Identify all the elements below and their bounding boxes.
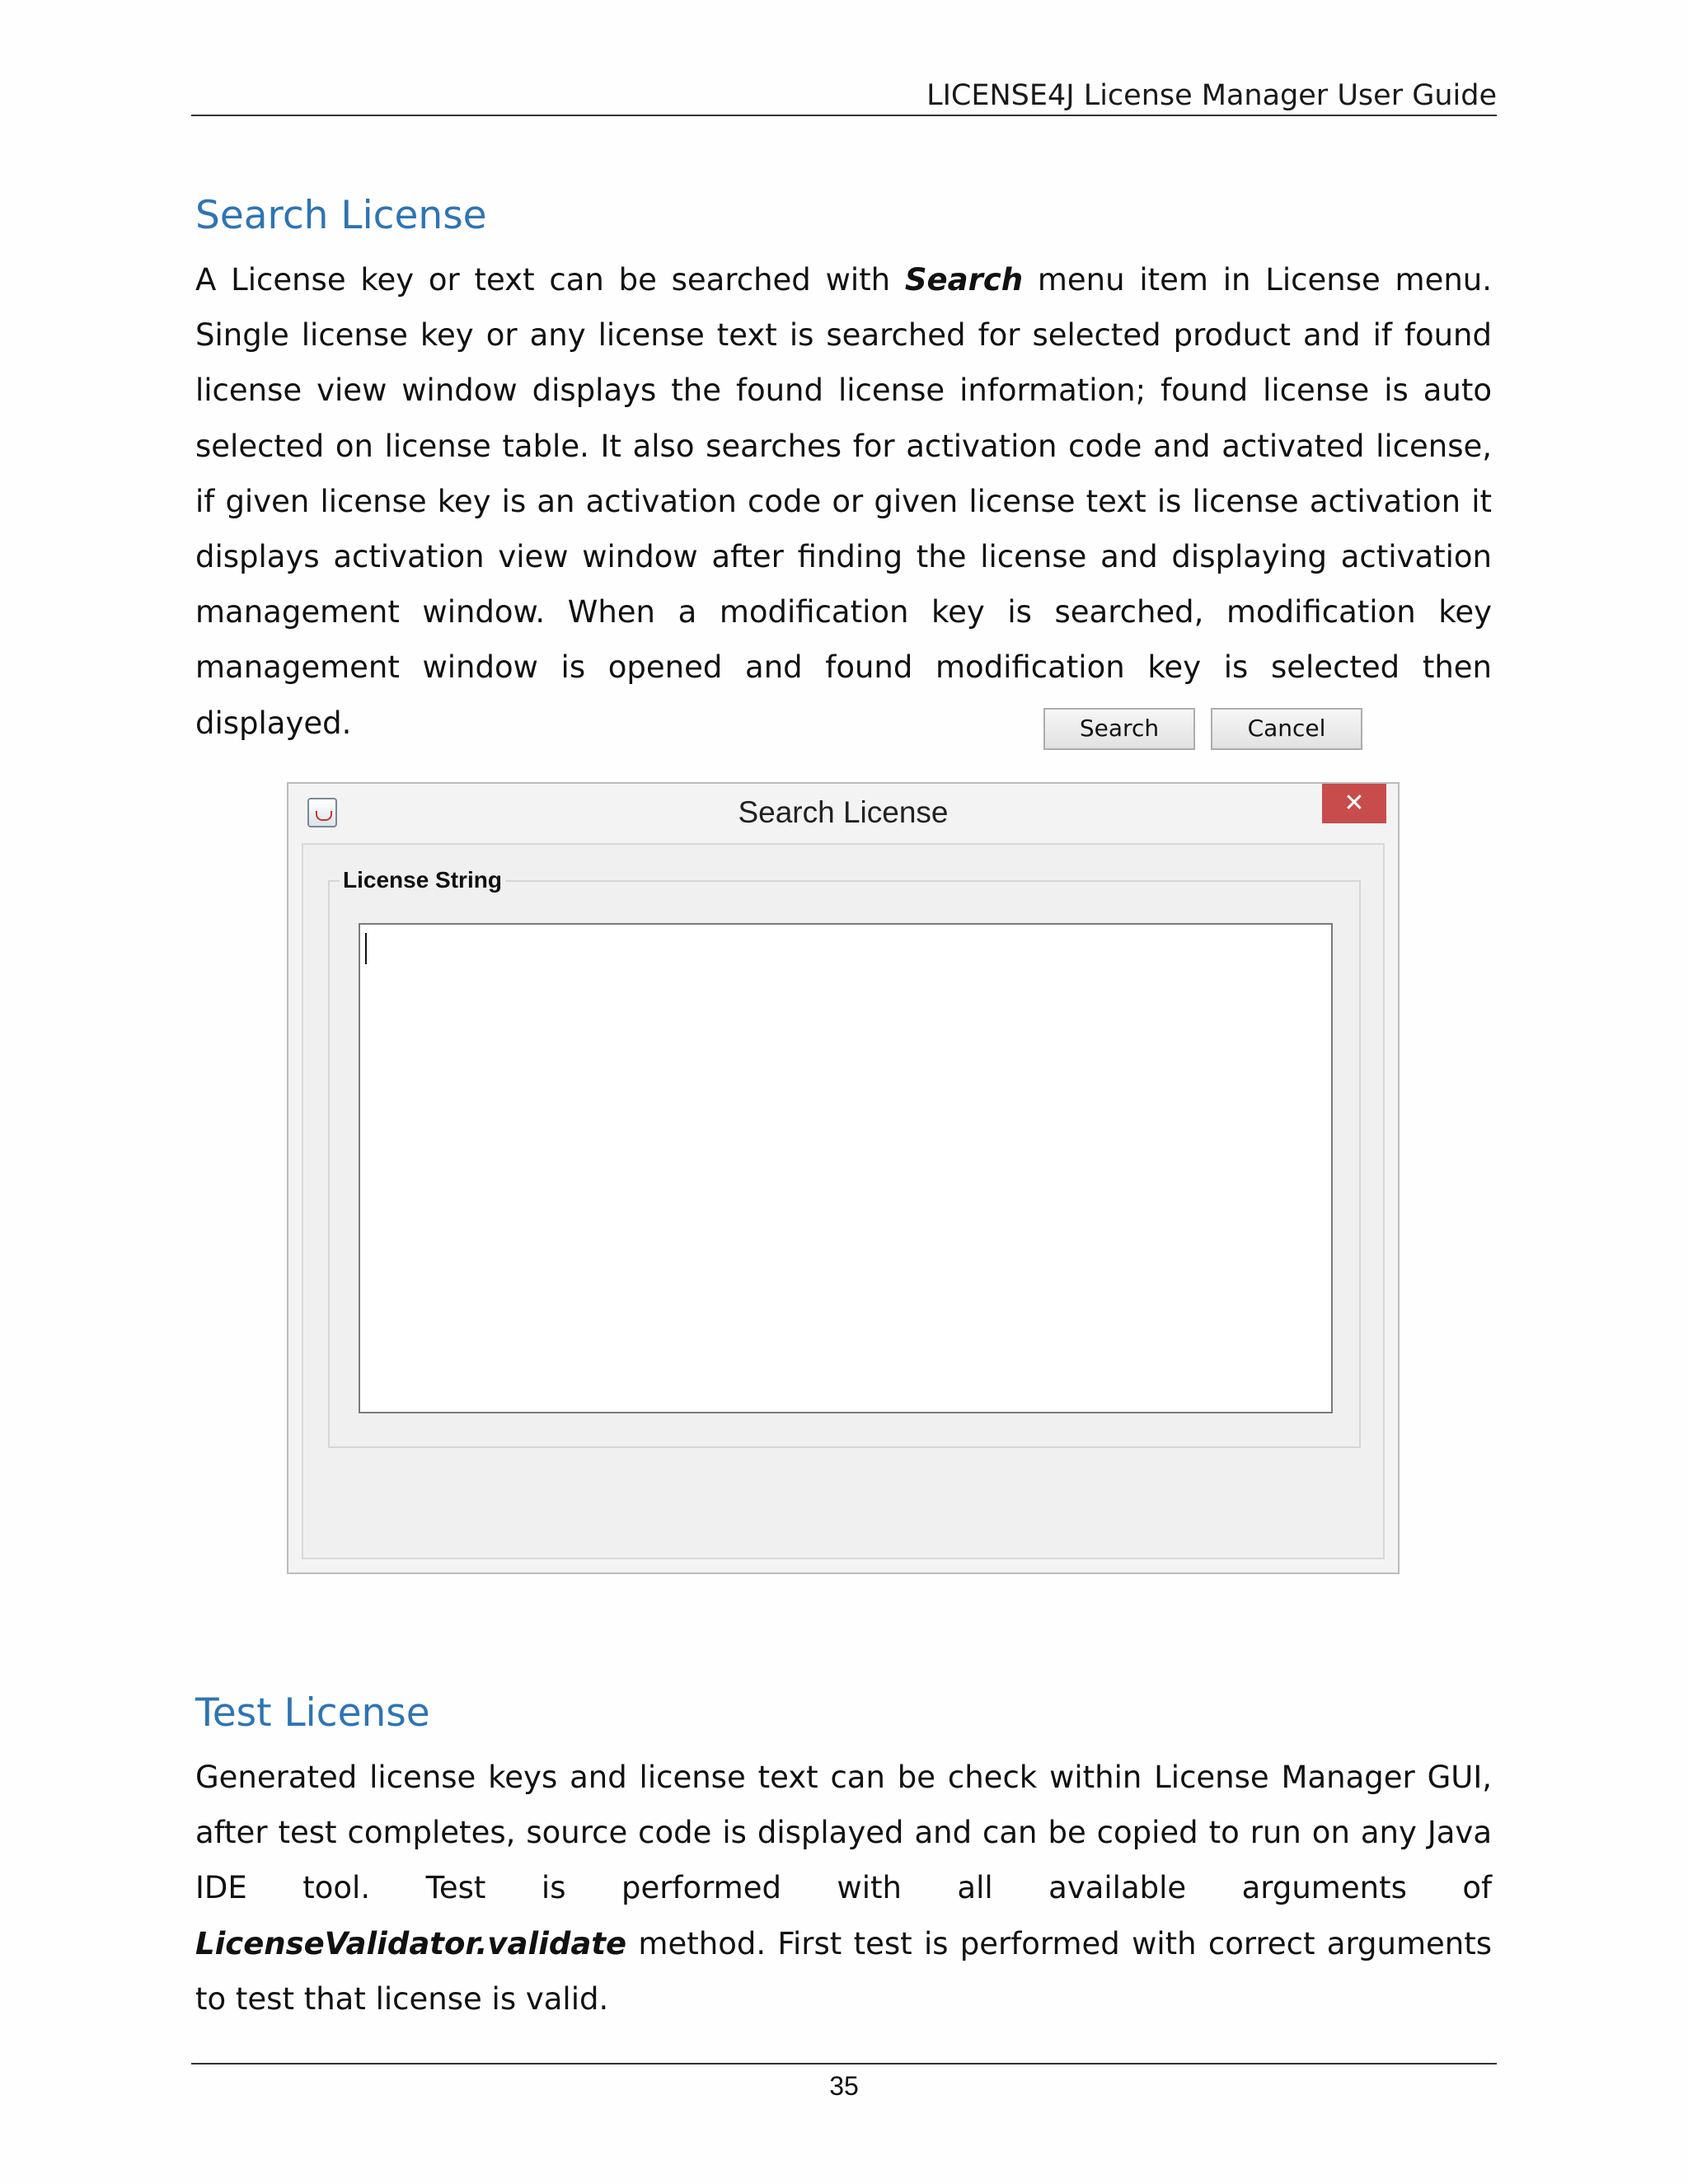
validate-method-emphasis: LicenseValidator.validate xyxy=(195,1925,627,1961)
close-button[interactable]: ✕ xyxy=(1322,784,1386,823)
license-string-textarea[interactable] xyxy=(359,923,1333,1413)
cancel-button[interactable]: Cancel xyxy=(1211,708,1362,750)
search-license-text-2: menu item in License menu. Single license key or any license text is searched for selected product and if found license view window displays the found license information; found license is auto selected on license table. It also searches for activation code and activated license, if given license key is an activation code or given license text is license activation it displays activation view window after finding the license and displaying activation management window. When a modification key is searched, modification key management window is opened and found modification key is selected then displayed. xyxy=(195,262,1492,741)
test-license-text-2: method. First test is performed with correct arguments to test that license is valid. xyxy=(195,1925,1492,2017)
dialog-titlebar[interactable] xyxy=(288,784,1398,843)
test-license-text-1: Generated license keys and license text can be check within License Manager GUI, after test completes, source code is displayed and can be copied to run on any Java IDE tool. Test is performed with all available arguments of xyxy=(195,1760,1492,1906)
search-license-dialog xyxy=(287,782,1400,1574)
dialog-client-area xyxy=(302,843,1385,1559)
search-license-paragraph xyxy=(195,252,1492,751)
text-caret xyxy=(365,933,367,964)
page-header: LICENSE4J License Manager User Guide xyxy=(926,79,1497,112)
dialog-title: Search License xyxy=(738,795,949,829)
search-button[interactable]: Search xyxy=(1043,708,1195,750)
search-menu-item-emphasis: Search xyxy=(904,262,1024,298)
section-heading-search-license: Search License xyxy=(195,193,487,238)
header-divider xyxy=(191,115,1497,116)
footer-divider xyxy=(191,2063,1497,2064)
search-license-text-1: A License key or text can be searched with xyxy=(195,262,905,298)
section-heading-test-license: Test License xyxy=(195,1690,430,1736)
page-number: 35 xyxy=(829,2071,859,2101)
license-string-label: License String xyxy=(340,867,505,893)
license-string-group xyxy=(328,867,1361,1448)
test-license-paragraph xyxy=(195,1750,1492,2027)
